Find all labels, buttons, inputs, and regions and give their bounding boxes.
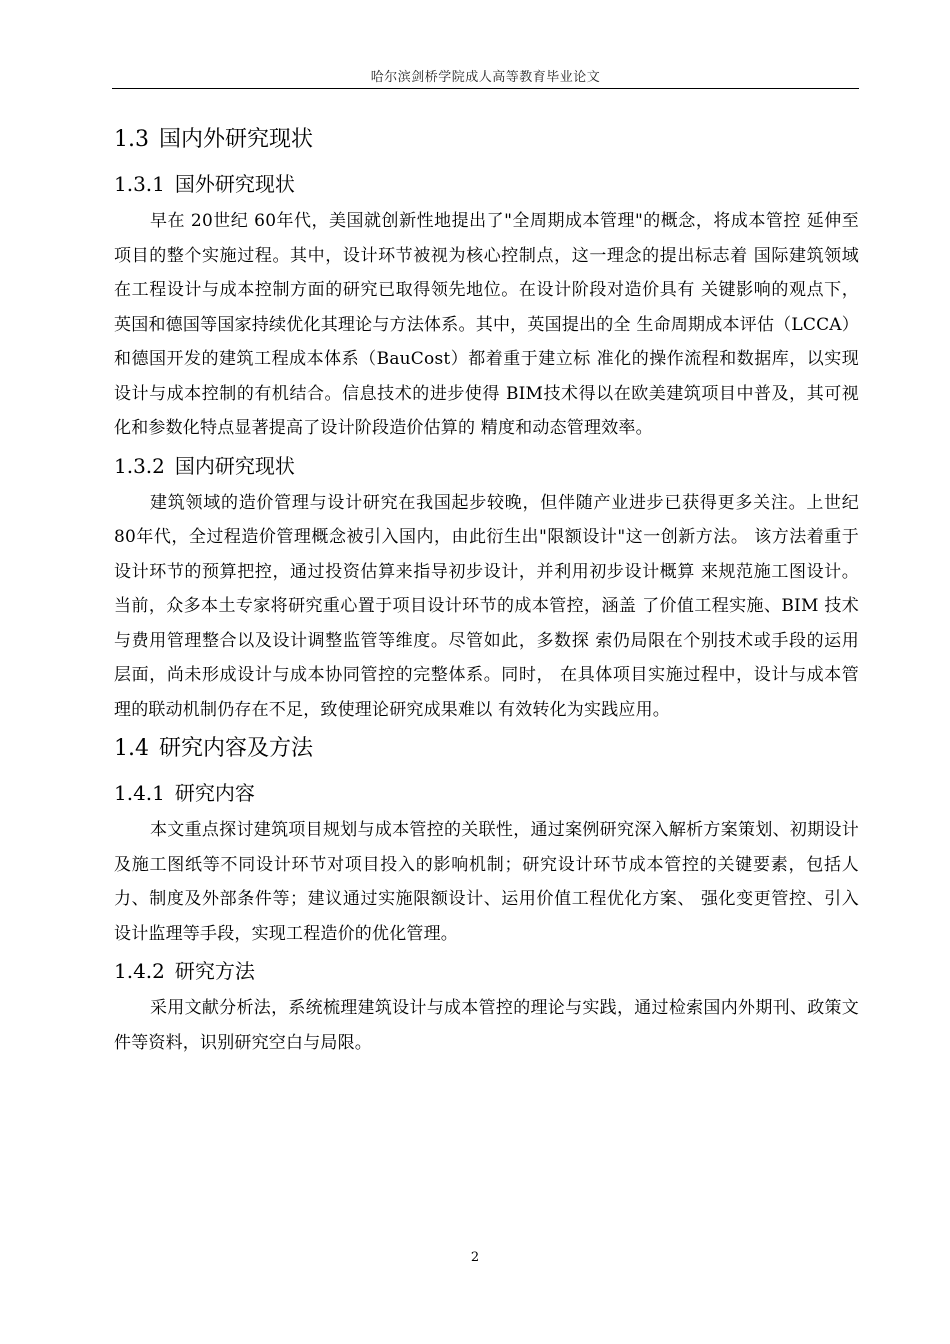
subsection-title: 研究内容 — [174, 781, 255, 805]
section-heading-1-4 — [114, 729, 859, 769]
header-rule — [112, 88, 859, 89]
subsection-heading-1-4-1 — [114, 775, 859, 811]
page-number: 2 — [470, 1250, 480, 1265]
paragraph-domestic-research: 建筑领域的造价管理与设计研究在我国起步较晚，但伴随产业进步已获得更多关注。上世纪 80年代，全过程造价管理概念被引入国内，由此衍生出"限额设计"这一创新方法。 该方法着重于设计环节的预算把控，通过投资估算来指导初步设计，并利用初步设计概算 来规范施工图设计。当前，众多本土专家将研究重心置于项目设计环节的成本管控，涵盖 了价值工程实施、BIM 技术与费用管理整合以及设计调整监管等维度。尽管如此，多数探 索仍局限在个别技术或手段的运用层面，尚未形成设计与成本协同管控的完整体系。同时， 在具体项目实施过程中，设计与成本管理的联动机制仍存在不足，致使理论研究成果难以 有效转化为实践应用。 — [114, 492, 859, 720]
subsection-title: 国外研究现状 — [174, 172, 295, 196]
subsection-heading-1-3-2 — [114, 448, 859, 484]
paragraph-foreign-research: 早在 20世纪 60年代，美国就创新性地提出了"全周期成本管理"的概念，将成本管控 延伸至项目的整个实施过程。其中，设计环节被视为核心控制点，这一理念的提出标志着 国际建筑领域在工程设计与成本控制方面的研究已取得领先地位。在设计阶段对造价具有 关键影响的观点下，英国和德国等国家持续优化其理论与方法体系。其中，英国提出的全 生命周期成本评估（LCCA）和德国开发的建筑工程成本体系（BauCost）都着重于建立标 准化的操作流程和数据库，以实现设计与成本控制的有机结合。信息技术的进步使得 BIM技术得以在欧美建筑项目中普及，其可视化和参数化特点显著提高了设计阶段造价估算的 精度和动态管理效率。 — [114, 211, 859, 438]
paragraph-research-content: 本文重点探讨建筑项目规划与成本管控的关联性，通过案例研究深入解析方案策划、初期设计及施工图纸等不同设计环节对项目投入的影响机制；研究设计环节成本管控的关键要素，包括人力、制度及外部条件等；建议通过实施限额设计、运用价值工程优化方案、 强化变更管控、引入设计监理等手段，实现工程造价的优化管理。 — [114, 820, 859, 944]
subsection-title: 研究方法 — [174, 959, 255, 983]
section-title: 国内外研究现状 — [159, 127, 314, 152]
paragraph-research-method: 采用文献分析法，系统梳理建筑设计与成本管控的理论与实践，通过检索国内外期刊、政策文件等资料，识别研究空白与局限。 — [114, 998, 859, 1053]
section-title: 研究内容及方法 — [159, 736, 314, 761]
subsection-number: 1.4.1 — [114, 781, 165, 805]
subsection-number: 1.4.2 — [114, 959, 165, 983]
running-header: 哈尔滨剑桥学院成人高等教育毕业论文 — [370, 70, 601, 85]
section-number: 1.4 — [114, 736, 149, 761]
subsection-number: 1.3.2 — [114, 453, 165, 478]
subsection-title: 国内研究现状 — [174, 453, 295, 478]
section-heading-1-3 — [114, 120, 859, 160]
subsection-number: 1.3.1 — [114, 172, 165, 196]
subsection-heading-1-4-2 — [114, 953, 859, 989]
subsection-heading-1-3-1 — [114, 166, 859, 202]
page-content — [114, 120, 859, 1062]
section-number: 1.3 — [114, 127, 149, 152]
